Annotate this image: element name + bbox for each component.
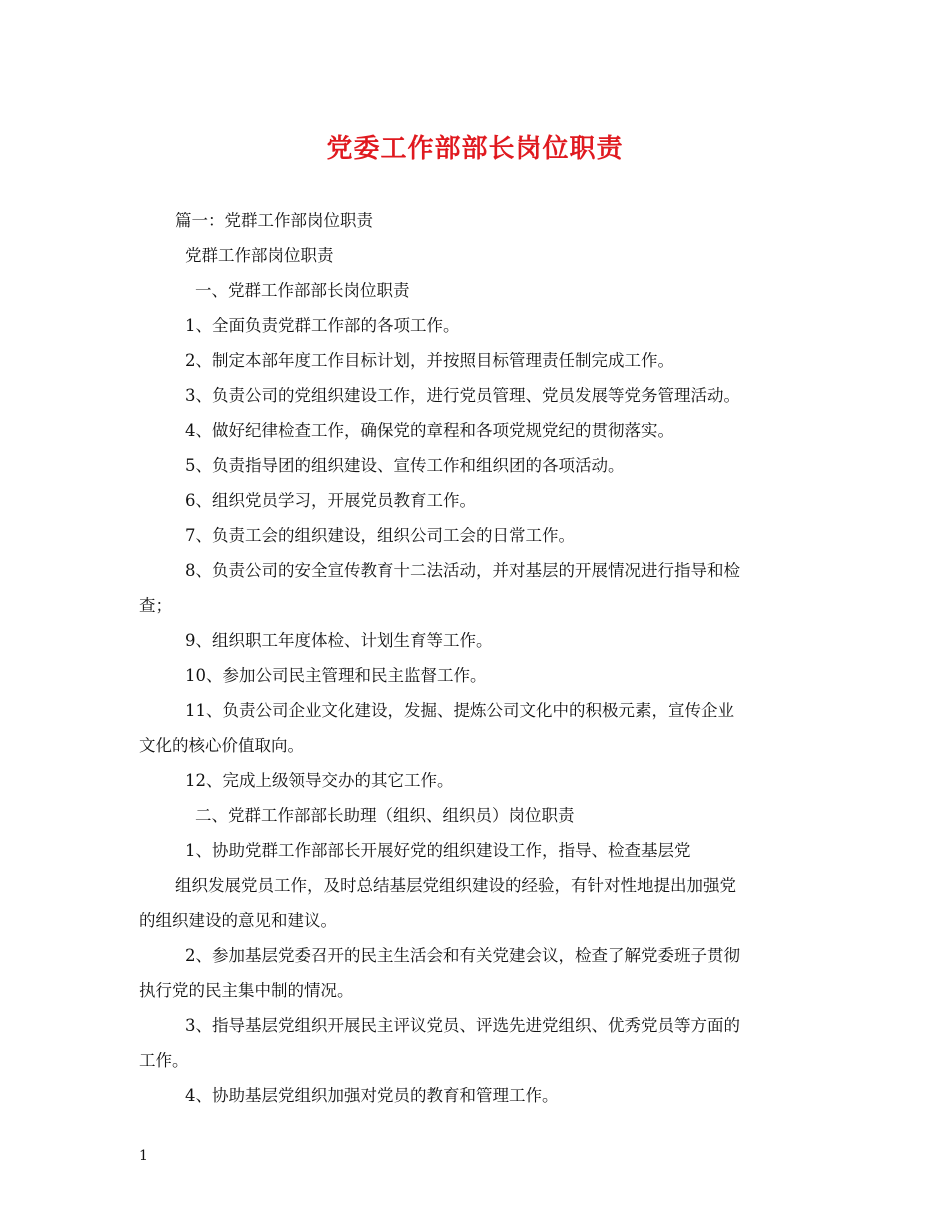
body-line: 2、制定本部年度工作目标计划，并按照目标管理责任制完成工作。 <box>185 351 674 370</box>
body-line: 1、协助党群工作部部长开展好党的组织建设工作，指导、检查基层党 <box>185 841 691 860</box>
body-line: 12、完成上级领导交办的其它工作。 <box>185 771 454 790</box>
body-line: 文化的核心价值取向。 <box>139 736 304 755</box>
body-line: 3、负责公司的党组织建设工作，进行党员管理、党员发展等党务管理活动。 <box>185 386 740 405</box>
body-line: 4、协助基层党组织加强对党员的教育和管理工作。 <box>185 1086 559 1105</box>
body-line: 4、做好纪律检查工作，确保党的章程和各项党规党纪的贯彻落实。 <box>185 421 674 440</box>
document-title: 党委工作部部长岗位职责 <box>326 134 624 164</box>
body-line: 篇一：党群工作部岗位职责 <box>175 211 373 230</box>
body-line: 3、指导基层党组织开展民主评议党员、评选先进党组织、优秀党员等方面的 <box>185 1016 740 1035</box>
body-line: 组织发展党员工作，及时总结基层党组织建设的经验，有针对性地提出加强党 <box>175 876 736 895</box>
body-line: 8、负责公司的安全宣传教育十二法活动，并对基层的开展情况进行指导和检 <box>185 561 740 580</box>
body-line: 的组织建设的意见和建议。 <box>139 911 337 930</box>
body-line: 二、党群工作部部长助理（组织、组织员）岗位职责 <box>195 806 575 825</box>
body-line: 6、组织党员学习，开展党员教育工作。 <box>185 491 476 510</box>
body-line: 一、党群工作部部长岗位职责 <box>195 281 410 300</box>
body-line: 1、全面负责党群工作部的各项工作。 <box>185 316 460 335</box>
page-number: 1 <box>139 1148 148 1164</box>
body-line: 2、参加基层党委召开的民主生活会和有关党建会议，检查了解党委班子贯彻 <box>185 946 740 965</box>
body-line: 10、参加公司民主管理和民主监督工作。 <box>185 666 487 685</box>
body-line: 工作。 <box>139 1051 189 1070</box>
body-line: 党群工作部岗位职责 <box>185 246 334 265</box>
body-line: 5、负责指导团的组织建设、宣传工作和组织团的各项活动。 <box>185 456 625 475</box>
body-line: 执行党的民主集中制的情况。 <box>139 981 354 1000</box>
body-line: 9、组织职工年度体检、计划生育等工作。 <box>185 631 493 650</box>
body-line: 7、负责工会的组织建设，组织公司工会的日常工作。 <box>185 526 575 545</box>
document-body <box>139 203 819 1113</box>
body-line: 11、负责公司企业文化建设，发掘、提炼公司文化中的积极元素，宣传企业 <box>185 701 734 720</box>
body-line: 查； <box>139 596 172 615</box>
